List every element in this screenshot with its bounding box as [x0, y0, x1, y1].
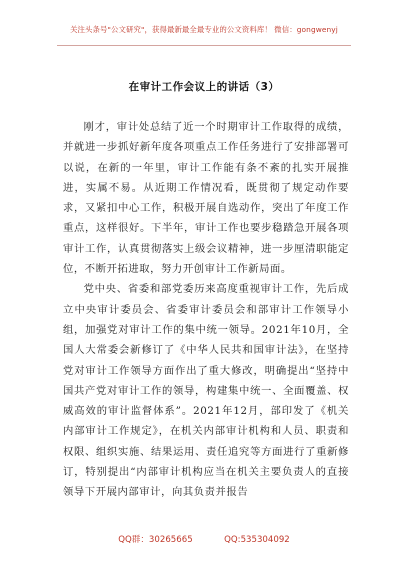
footer-qq-group: QQ群：30265665	[118, 535, 193, 545]
document-title: 在审计工作会议上的讲话（3）	[128, 81, 280, 93]
header-divider	[57, 45, 351, 46]
header-banner: 关注头条号"公文研究"，获得最新最全最专业的公文资料库！ 微信：gongwenyj	[70, 25, 338, 34]
footer-qq-number: QQ:535304092	[224, 535, 290, 545]
document-body	[63, 117, 349, 503]
paragraph-1: 刚才，审计处总结了近一个时期审计工作取得的成绩，并就进一步抓好新年度各项重点工作任务进行了安排部署可以说，在新的一年里，审计工作能有条不紊的扎实开展推进，实属不易。从近期工作情况看，既贯彻了规定动作要求，又紧扣中心工作，积极开展自选动作，突出了年度工作重点，这样很好。下半年，审计工作也要步稳踏急开展各项审计工作，认真贯彻落实上级会议精神，进一步厘清职能定位，不断开拓进取，努力开创审计工作新局面。	[63, 121, 349, 276]
footer-contacts	[0, 533, 408, 545]
paragraph-2: 党中央、省委和部党委历来高度重视审计工作，先后成立中央审计委员会、省委审计委员会和部审计工作领导小组，加强党对审计工作的集中统一领导。2021年10月，全国人大常委会新修订了《中华人民共和国审计法》，在坚持党对审计工作领导方面作出了重大修改，明确提出“坚持中国共产党对审计工作的领导，构建集中统一、全面覆盖、权威高效的审计监督体系”。2021年12月，部印发了《机关内部审计工作规定》，在机关内部审计机构和人员、职责和权限、组织实施、结果运用、责任追究等方面进行了重新修订，特别提出“内部审计机构应当在机关主要负责人的直接领导下开展内部审计，向其负责并报告	[63, 283, 349, 499]
